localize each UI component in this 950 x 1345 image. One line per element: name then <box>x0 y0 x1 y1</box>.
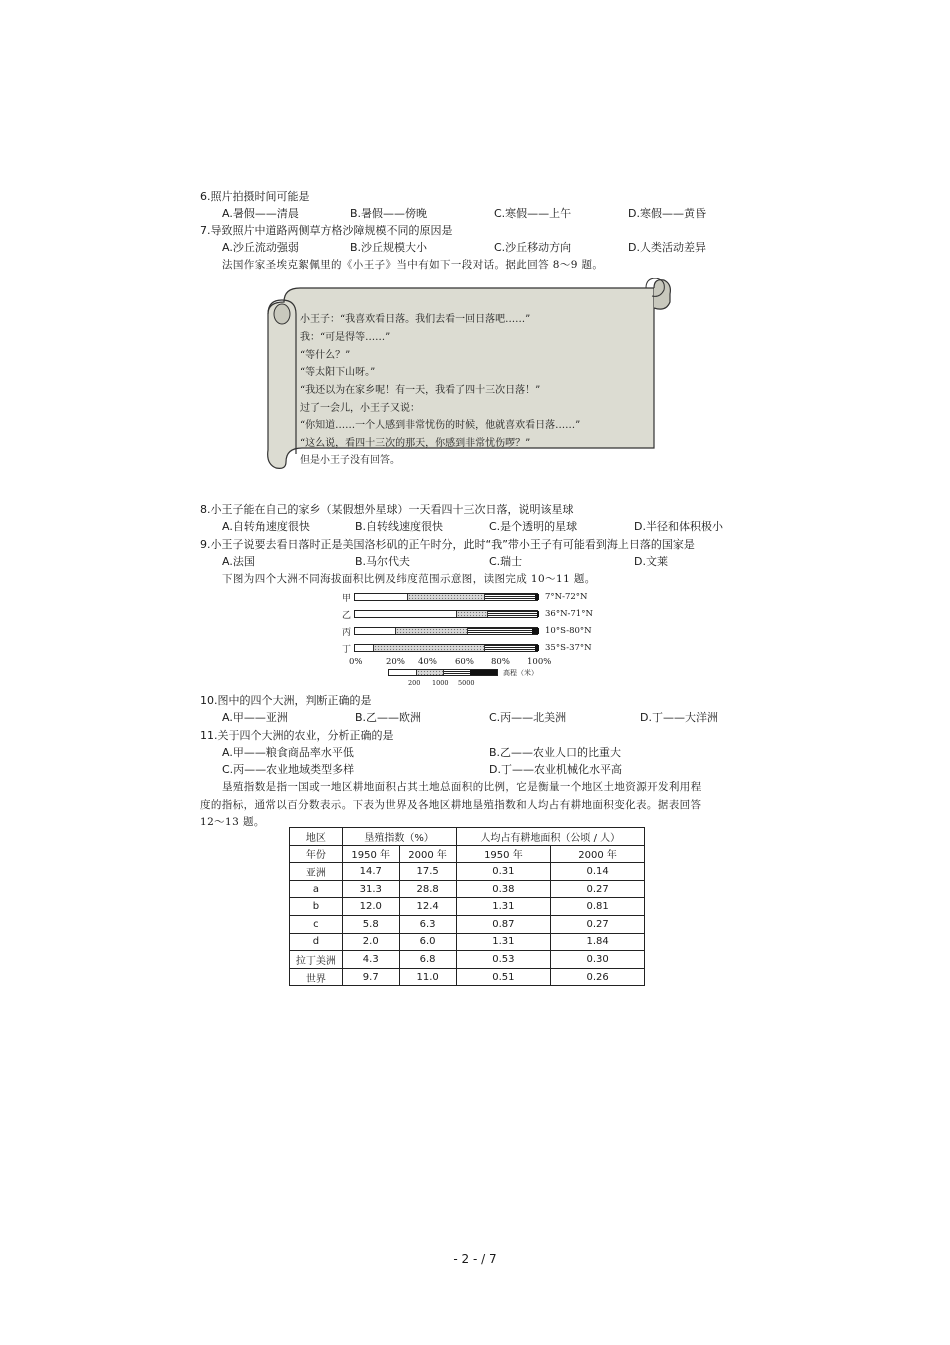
dialogue-line-3: “等什么？” <box>300 350 351 361</box>
question-8-stem: 8.小王子能在自己的家乡（某假想外星球）一天看四十三次日落，说明该星球 <box>200 503 574 516</box>
bar-segment-highland <box>535 645 539 651</box>
table-cell: 17.5 <box>399 863 456 881</box>
header-year: 年份 <box>290 845 343 863</box>
bar-segment-mid-high <box>484 594 536 600</box>
dialogue-line-8: “这么说，看四十三次的那天，你感到非常忧伤啰？” <box>300 438 531 449</box>
bar-segment-mid-high <box>484 645 536 651</box>
table-cell: 1.31 <box>456 898 551 916</box>
year-cell: 2000 年 <box>399 845 456 863</box>
year-cell: 1950 年 <box>342 845 399 863</box>
q9-option-c: C.瑞士 <box>489 555 523 568</box>
legend-swatch-highest <box>470 670 497 675</box>
q11-option-b: B.乙——农业人口的比重大 <box>489 746 622 759</box>
table-cell: 6.0 <box>399 933 456 951</box>
question-6-stem: 6.照片拍摄时间可能是 <box>200 190 310 203</box>
year-cell: 1950 年 <box>456 845 551 863</box>
table-cell: 12.4 <box>399 898 456 916</box>
bar-segment-lowland <box>355 611 456 617</box>
q9-option-b: B.马尔代夫 <box>355 555 411 568</box>
continent-label: 丙 <box>342 628 352 638</box>
table-cell: b <box>290 898 343 916</box>
q8-option-b: B.自转线速度很快 <box>355 520 444 533</box>
table-cell: 5.8 <box>342 915 399 933</box>
table-cell: d <box>290 933 343 951</box>
q6-option-b: B.暑假——傍晚 <box>350 207 428 220</box>
table-cell: 12.0 <box>342 898 399 916</box>
q7-option-d: D.人类活动差异 <box>628 241 706 254</box>
table-cell: 0.14 <box>551 863 645 881</box>
q10-option-c: C.丙——北美洲 <box>489 711 567 724</box>
page-number: - 2 - / 7 <box>453 1252 497 1266</box>
q8-option-d: D.半径和体积极小 <box>634 520 723 533</box>
table-cell: 0.81 <box>551 898 645 916</box>
table-row <box>290 898 645 916</box>
legend-tick-1000: 1000 <box>432 679 449 687</box>
table-cell: 世界 <box>290 968 343 986</box>
q7-option-a: A.沙丘流动强弱 <box>222 241 299 254</box>
table-cell: 1.31 <box>456 933 551 951</box>
continent-bar <box>354 627 538 635</box>
continent-label: 乙 <box>342 611 352 621</box>
q9-option-d: D.文莱 <box>634 555 668 568</box>
table-row <box>290 880 645 898</box>
bar-segment-highland <box>537 611 539 617</box>
q8-option-c: C.是个透明的星球 <box>489 520 578 533</box>
x-tick-0: 0% <box>349 657 363 667</box>
table-cell: 31.3 <box>342 880 399 898</box>
question-11-stem: 11.关于四个大洲的农业，分析正确的是 <box>200 729 394 742</box>
table-cell: 9.7 <box>342 968 399 986</box>
header-cultivation-index: 垦殖指数（%） <box>342 828 456 846</box>
intro-12-13-line-1: 垦殖指数是指一国或一地区耕地面积占其土地总面积的比例，它是衡量一个地区土地资源开发利用程 <box>222 781 702 793</box>
q6-option-d: D.寒假——黄昏 <box>628 207 706 220</box>
x-tick-100: 100% <box>527 657 552 667</box>
bar-segment-highland <box>532 628 539 634</box>
latitude-range-label: 36°N-71°N <box>545 609 593 619</box>
continent-label: 甲 <box>342 594 352 604</box>
table-row <box>290 951 645 969</box>
bar-segment-low-mid <box>395 628 467 634</box>
legend-swatch-low <box>389 670 416 675</box>
table-cell: 0.27 <box>551 915 645 933</box>
table-cell: 0.30 <box>551 951 645 969</box>
q7-option-b: B.沙丘规模大小 <box>350 241 428 254</box>
legend-swatch-high <box>443 670 470 675</box>
table-cell: 0.26 <box>551 968 645 986</box>
dialogue-line-2: 我：“可是得等……” <box>300 332 391 343</box>
table-row <box>290 915 645 933</box>
intro-8-9: 法国作家圣埃克絮佩里的《小王子》当中有如下一段对话。据此回答 8～9 题。 <box>222 259 604 271</box>
dialogue-line-1: 小王子：“我喜欢看日落。我们去看一回日落吧……” <box>300 314 531 325</box>
x-tick-80: 80% <box>491 657 510 667</box>
intro-10-11: 下图为四个大洲不同海拔面积比例及纬度范围示意图，读图完成 10～11 题。 <box>222 573 596 585</box>
continent-bar <box>354 644 538 652</box>
latitude-range-label: 10°S-80°N <box>545 626 592 636</box>
continent-label: 丁 <box>342 645 352 655</box>
legend-label: 高程（米） <box>503 669 538 677</box>
q7-option-c: C.沙丘移动方向 <box>494 241 572 254</box>
legend-tick-5000: 5000 <box>458 679 475 687</box>
table-cell: 1.84 <box>551 933 645 951</box>
latitude-range-label: 7°N-72°N <box>545 592 588 602</box>
year-cell: 2000 年 <box>551 845 645 863</box>
table-cell: 0.38 <box>456 880 551 898</box>
q6-option-a: A.暑假——清晨 <box>222 207 299 220</box>
continent-bar <box>354 610 538 618</box>
q11-option-a: A.甲——粮食商品率水平低 <box>222 746 354 759</box>
dialogue-line-6: 过了一会儿，小王子又说： <box>300 403 420 414</box>
q10-option-a: A.甲——亚洲 <box>222 711 288 724</box>
table-cell: 6.8 <box>399 951 456 969</box>
latitude-range-label: 35°S-37°N <box>545 643 592 653</box>
q6-option-c: C.寒假——上午 <box>494 207 572 220</box>
q10-option-d: D.丁——大洋洲 <box>640 711 718 724</box>
question-7-stem: 7.导致照片中道路两侧草方格沙障规模不同的原因是 <box>200 224 453 237</box>
bar-segment-highland <box>535 594 539 600</box>
q11-option-c: C.丙——农业地域类型多样 <box>222 763 355 776</box>
cultivation-index-table <box>289 827 645 986</box>
table-cell: 0.27 <box>551 880 645 898</box>
table-cell: 拉丁美洲 <box>290 951 343 969</box>
intro-12-13-line-3: 12～13 题。 <box>200 816 265 828</box>
elevation-legend-bar <box>388 669 498 676</box>
table-cell: 0.51 <box>456 968 551 986</box>
q9-option-a: A.法国 <box>222 555 255 568</box>
q8-option-a: A.自转角速度很快 <box>222 520 310 533</box>
table-cell: 0.87 <box>456 915 551 933</box>
table-cell: 2.0 <box>342 933 399 951</box>
continent-bar <box>354 593 538 601</box>
bar-segment-lowland <box>355 628 395 634</box>
bar-segment-low-mid <box>456 611 487 617</box>
table-cell: 4.3 <box>342 951 399 969</box>
dialogue-line-7: “你知道……一个人感到非常忧伤的时候，他就喜欢看日落……” <box>300 420 581 431</box>
legend-tick-200: 200 <box>408 679 421 687</box>
bar-segment-mid-high <box>467 628 531 634</box>
bar-segment-lowland <box>355 645 373 651</box>
table-row <box>290 968 645 986</box>
table-cell: c <box>290 915 343 933</box>
table-cell: 0.53 <box>456 951 551 969</box>
q11-option-d: D.丁——农业机械化水平高 <box>489 763 622 776</box>
table-cell: 亚洲 <box>290 863 343 881</box>
header-region: 地区 <box>290 828 343 846</box>
intro-12-13-line-2: 度的指标，通常以百分数表示。下表为世界及各地区耕地垦殖指数和人均占有耕地面积变化表。据表回答 <box>200 799 702 811</box>
header-per-capita-area: 人均占有耕地面积（公顷 / 人） <box>456 828 644 846</box>
question-10-stem: 10.图中的四个大洲，判断正确的是 <box>200 694 372 707</box>
table-cell: 0.31 <box>456 863 551 881</box>
table-cell: a <box>290 880 343 898</box>
question-9-stem: 9.小王子说要去看日落时正是美国洛杉矶的正午时分，此时“我”带小王子有可能看到海上日落的国家是 <box>200 538 695 551</box>
bar-segment-lowland <box>355 594 407 600</box>
bar-segment-low-mid <box>407 594 484 600</box>
bar-segment-mid-high <box>487 611 537 617</box>
dialogue-line-4: “等太阳下山呀。” <box>300 367 376 378</box>
x-tick-60: 60% <box>455 657 474 667</box>
table-cell: 28.8 <box>399 880 456 898</box>
dialogue-line-9: 但是小王子没有回答。 <box>300 455 400 466</box>
dialogue-line-5: “我还以为在家乡呢！有一天，我看了四十三次日落！” <box>300 385 541 396</box>
legend-swatch-mid <box>416 670 443 675</box>
q10-option-b: B.乙——欧洲 <box>355 711 422 724</box>
table-header-row <box>290 828 645 846</box>
x-tick-20: 20% <box>386 657 405 667</box>
table-cell: 14.7 <box>342 863 399 881</box>
table-row <box>290 933 645 951</box>
table-year-row <box>290 845 645 863</box>
table-row <box>290 863 645 881</box>
table-cell: 11.0 <box>399 968 456 986</box>
table-cell: 6.3 <box>399 915 456 933</box>
bar-segment-low-mid <box>373 645 483 651</box>
x-tick-40: 40% <box>418 657 437 667</box>
